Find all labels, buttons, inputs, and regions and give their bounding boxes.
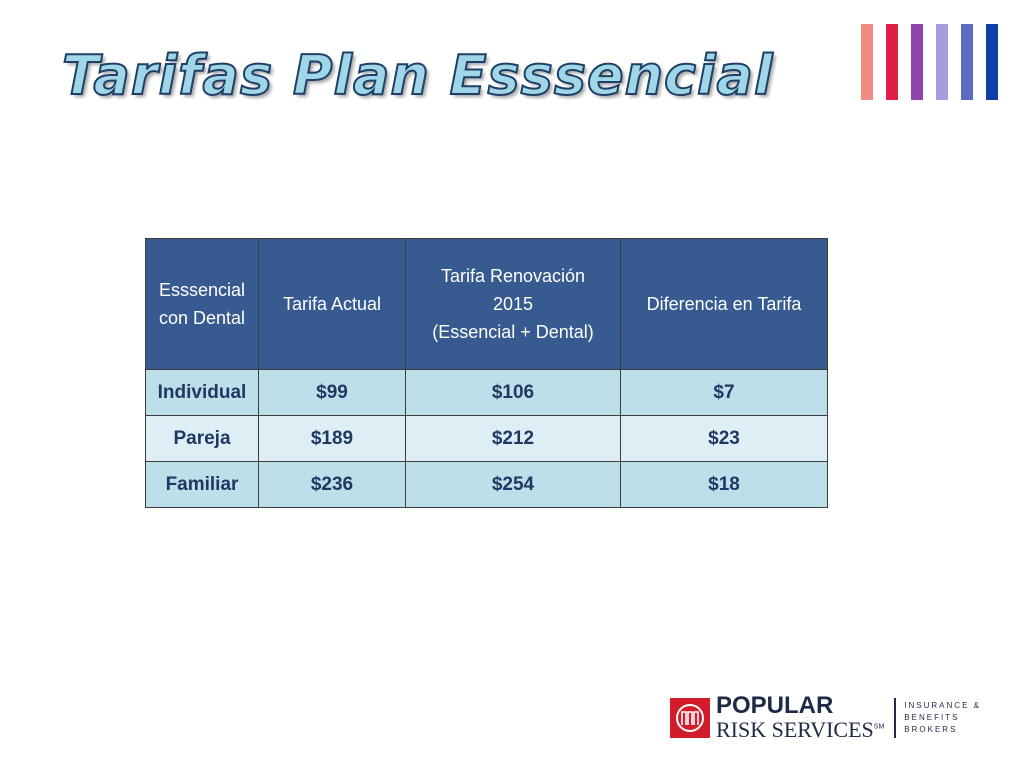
header-plan	[146, 239, 259, 370]
header-difference: Diferencia en Tarifa	[621, 239, 828, 370]
stripe	[986, 24, 998, 100]
cell-actual: $189	[259, 416, 406, 462]
cell-actual: $236	[259, 462, 406, 508]
table-header-row	[146, 239, 828, 370]
cell-difference: $7	[621, 370, 828, 416]
header-renewal-line: Tarifa Renovación	[440, 266, 586, 286]
stripe	[911, 24, 923, 100]
tagline-line: BENEFITS	[904, 712, 960, 722]
table-row	[146, 416, 828, 462]
cell-renewal: $212	[406, 416, 621, 462]
table-row	[146, 370, 828, 416]
logo-tagline	[904, 700, 981, 736]
cell-renewal: $254	[406, 462, 621, 508]
cell-difference: $18	[621, 462, 828, 508]
stripe	[886, 24, 898, 100]
header-actual: Tarifa Actual	[259, 239, 406, 370]
bppr-icon	[670, 698, 710, 738]
tagline-line: BROKERS	[904, 724, 958, 734]
cell-plan: Pareja	[146, 416, 259, 462]
header-renewal-line: 2015	[492, 294, 534, 314]
logo-name-line1: POPULAR	[716, 692, 834, 719]
header-plan-line: Esssencial	[158, 280, 246, 300]
table-row	[146, 462, 828, 508]
stripe	[861, 24, 873, 100]
company-logo	[670, 694, 981, 741]
page-title: Tarifas Plan Esssencial	[62, 44, 774, 107]
service-mark: SM	[873, 723, 885, 731]
stripe	[961, 24, 973, 100]
logo-name-line2-text: RISK SERVICES	[716, 717, 874, 742]
logo-name-line2	[716, 719, 884, 741]
header-renewal-line: (Essencial + Dental)	[432, 322, 594, 342]
cell-difference: $23	[621, 416, 828, 462]
tagline-line: INSURANCE &	[904, 700, 981, 710]
stripe	[936, 24, 948, 100]
cell-actual: $99	[259, 370, 406, 416]
decorative-stripes	[861, 24, 998, 100]
header-renewal	[406, 239, 621, 370]
logo-wordmark	[716, 694, 884, 741]
header-plan-line: con Dental	[158, 308, 246, 328]
rates-table	[145, 238, 828, 508]
cell-renewal: $106	[406, 370, 621, 416]
logo-divider	[894, 698, 896, 738]
cell-plan: Individual	[146, 370, 259, 416]
cell-plan: Familiar	[146, 462, 259, 508]
